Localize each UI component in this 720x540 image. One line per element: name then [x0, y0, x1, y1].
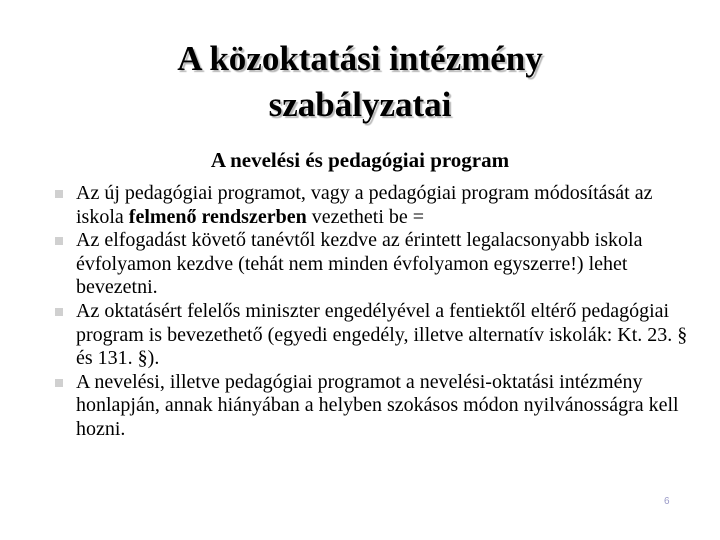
slide-title — [0, 36, 720, 128]
slide-subtitle: A nevelési és pedagógiai program — [210, 148, 510, 172]
bullet-item — [52, 182, 692, 229]
bullet-text: Az elfogadást követő tanévtől kezdve az érintett legalacsonyabb iskola évfolyamon kezdve (tehát nem minden évfolyamon egyszerre!) lehet bevezetni. — [76, 229, 643, 299]
bullet-text: Az oktatásért felelős miniszter engedélyével a fentiektől eltérő pedagógiai program is bevezethető (egyedi engedély, illetve alternatív iskolák: Kt. 23. § és 131. §). — [76, 299, 688, 370]
bullet-item — [52, 229, 692, 300]
bullet-bold-text: felmenő rendszerben — [128, 205, 307, 228]
square-bullet-icon — [55, 379, 63, 387]
slide-title-line-1: A közoktatási intézmény — [177, 39, 543, 78]
bullet-text: A nevelési, illetve pedagógiai programot a nevelési-oktatási intézmény honlapján, annak hiányában a helyben szokásos módon nyilvánosságra kell hozni. — [76, 370, 679, 440]
square-bullet-icon — [55, 237, 63, 245]
bullet-item — [52, 371, 692, 442]
bullet-item — [52, 300, 692, 371]
bullet-text: Az új pedagógiai programot, vagy a pedagógiai program módosítását az iskola — [76, 182, 653, 228]
slide-title-line-2: szabályzatai — [268, 85, 452, 124]
bullet-text: vezetheti be = — [306, 205, 425, 228]
page-number: 6 — [664, 496, 670, 507]
bullet-list — [52, 182, 692, 442]
square-bullet-icon — [55, 190, 63, 198]
square-bullet-icon — [55, 308, 63, 316]
